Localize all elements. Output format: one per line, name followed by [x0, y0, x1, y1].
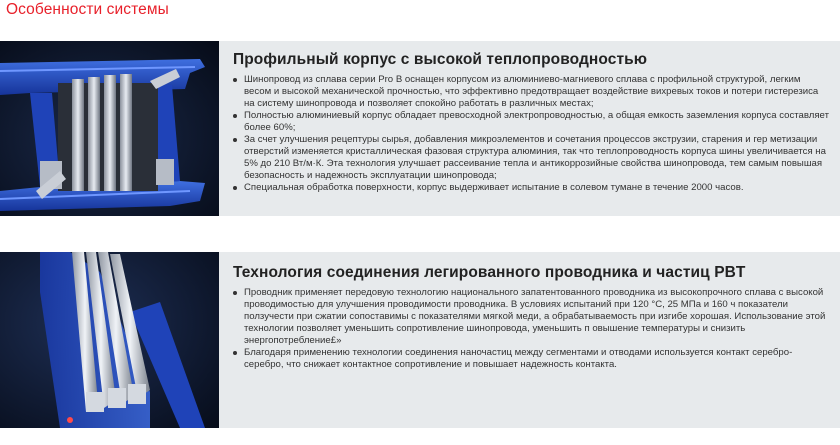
feature-title-housing: Профильный корпус с высокой теплопроводностью: [233, 51, 648, 68]
bullet-item: За счет улучшения рецептуры сырья, добавления микроэлементов и сочетания процессов экструзии, старения и гер метизации отверстий изменяется кристаллическая фазовая структура алюминия, так что теплопроводность корпуса шины увеличивается на 5% до 210 Вт/м·К. Эта технология улучшает рассеивание тепла и антикоррозийные свойства шинопровода, тем самым повышая безопасность и надежность эксплуатации шинопровода;: [233, 134, 830, 182]
busbar-conductors-photo: [0, 252, 219, 428]
bullet-item: Специальная обработка поверхности, корпус выдерживает испытание в солевом тумане в течение 2000 часов.: [233, 182, 830, 194]
feature-content-housing: [219, 41, 840, 216]
bullet-item: Благодаря применению технологии соединения наночастиц между сегментами и отводами используется контакт серебро-серебро, что снижает контактное сопротивление и повышает надежность контакта.: [233, 347, 830, 371]
feature-content-conductor: [219, 252, 840, 428]
busbar-conductors-image: [0, 252, 219, 428]
bullet-list-housing: [233, 74, 830, 194]
feature-title-conductor: Технология соединения легированного проводника и частиц PBT: [233, 264, 746, 281]
bullet-list-conductor: [233, 287, 830, 371]
bullet-item: Шинопровод из сплава серии Pro B оснащен корпусом из алюминиево-магниевого сплава с профильной структурой, легким весом и высокой механической прочностью, что эффективно предотвращает воздействие вихревых токов и потери гистерезиса на систему шинопровода и позволяет спокойно работать в различных местах;: [233, 74, 830, 110]
page-title: Особенности системы: [6, 1, 169, 18]
bullet-item: Полностью алюминиевый корпус обладает превосходной электропроводностью, а общая емкость заземления корпуса составляет более 60%;: [233, 110, 830, 134]
feature-panel-conductor: [0, 252, 840, 428]
busway-cross-section-image: [0, 41, 219, 216]
bullet-item: Проводник применяет передовую технологию национального запатентованного проводника из высокопрочного сплава с высокой проводимостью для улучшения проводимости проводника. В условиях испытаний при 120 °C, 25 МПа и 160 ч показатели ползучести при сжатии сопоставимы с показателями мягкой меди, а обрабатываемость при изгибе хорошая. Использование этой технологии позволяет уменьшить сопротивление шинопровода, уменьшить п овышение температуры и снизить энергопотребление£»: [233, 287, 830, 347]
busway-cross-section-photo: [0, 41, 219, 216]
feature-panel-housing: [0, 41, 840, 216]
